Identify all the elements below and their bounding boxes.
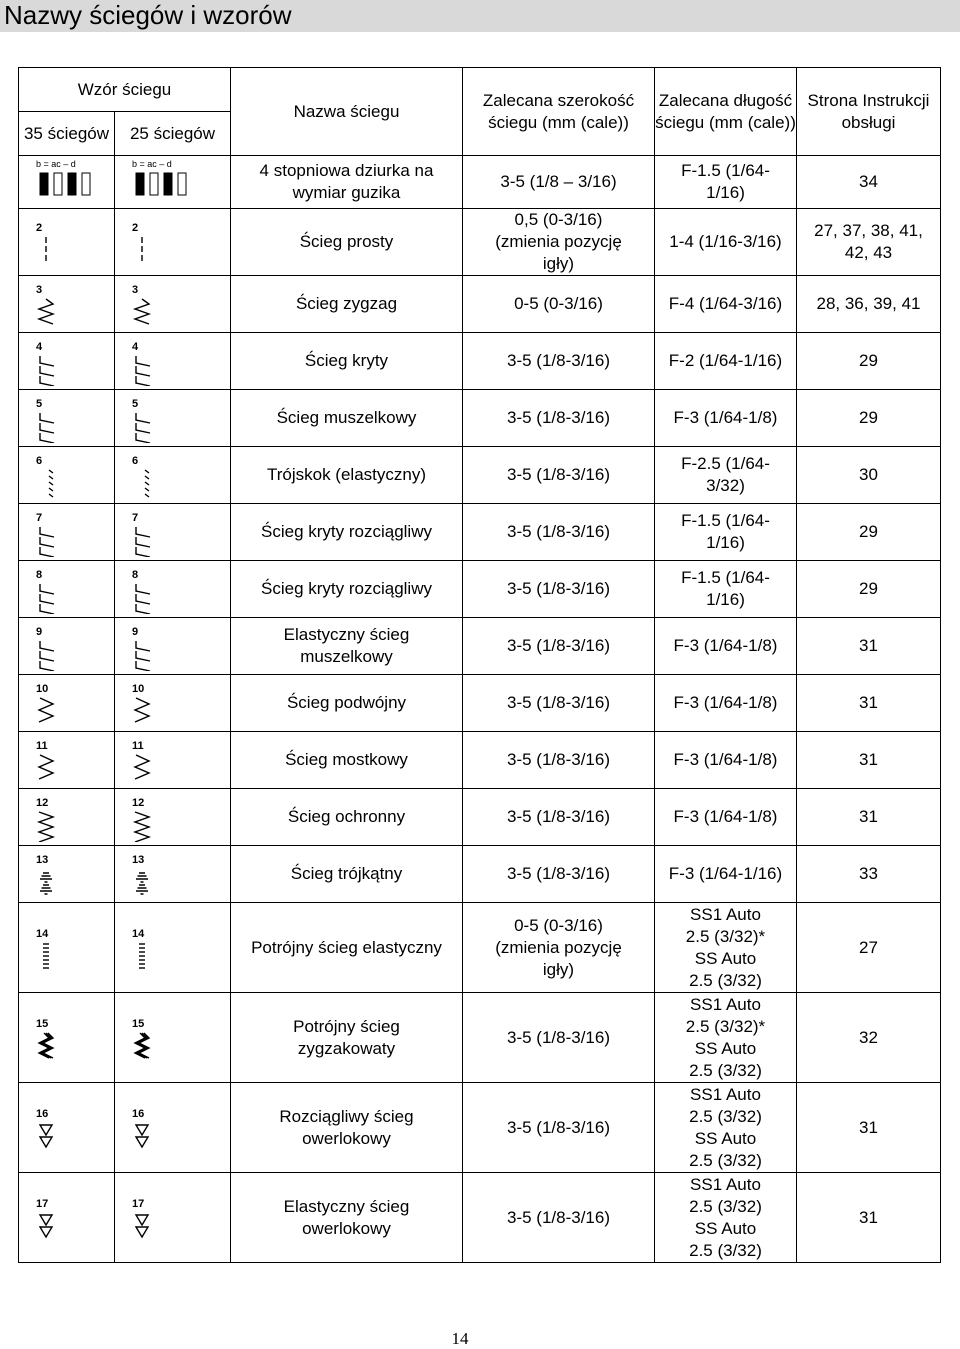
stitch-number: 4 [131, 341, 138, 353]
pattern-25-cell [115, 789, 231, 846]
pattern-25-cell [115, 618, 231, 675]
buttonhole-formula: b = ac – d [131, 159, 172, 169]
triangle-stitch-icon [32, 849, 102, 899]
stitch-length-line: SS1 Auto [690, 904, 761, 924]
page-reference: 32 [797, 993, 941, 1083]
pattern-25-cell [115, 993, 231, 1083]
blind-stitch-icon [128, 336, 218, 386]
double-stitch-icon [32, 678, 102, 728]
stitch-pattern [136, 1215, 148, 1237]
stitch-number: 8 [35, 569, 42, 581]
stitch-length: F-3 (1/64-1/8) [655, 618, 797, 675]
stitch-name: Potrójny ścieg elastyczny [231, 903, 463, 993]
page-reference: 29 [797, 333, 941, 390]
stitch-number: 5 [131, 398, 138, 410]
header-page: Strona Instrukcji obsługi [797, 68, 941, 156]
buttonhole-step [150, 173, 158, 195]
stitch-pattern [39, 1033, 53, 1058]
overlock-stitch-icon [128, 1103, 218, 1153]
stitch-width: 3-5 (1/8-3/16) [463, 618, 655, 675]
stitch-width: 0-5 (0-3/16) (zmienia pozycję igły) [463, 903, 655, 993]
stitch-number: 11 [131, 740, 144, 752]
stitch-pattern [40, 873, 52, 894]
stitch-pattern [140, 943, 144, 969]
overlock-stitch-icon [32, 1103, 102, 1153]
stitch-number: 15 [131, 1017, 144, 1030]
stitch-length-line: SS Auto [694, 1128, 757, 1148]
table-row [19, 846, 941, 903]
stitch-number: 8 [131, 569, 138, 581]
stitch-number: 17 [35, 1197, 48, 1210]
stitch-length: F-1.5 (1/64-1/16) [655, 561, 797, 618]
page-reference: 31 [797, 1083, 941, 1173]
stitch-number: 12 [131, 797, 144, 809]
stitch-length [655, 993, 797, 1083]
stitch-number: 10 [35, 683, 48, 695]
stitch-length [655, 903, 797, 993]
table-row [19, 1173, 941, 1263]
pattern-35-cell [19, 209, 115, 276]
stitch-pattern [39, 698, 53, 722]
stitch-number: 11 [35, 740, 48, 752]
bridge-stitch-icon [32, 735, 102, 785]
stitch-number: 15 [35, 1017, 48, 1030]
stitch-number: 7 [35, 512, 42, 524]
pattern-25-cell [115, 732, 231, 789]
table-row [19, 993, 941, 1083]
pattern-35-cell [19, 333, 115, 390]
stitch-pattern [40, 527, 54, 557]
pattern-25-cell [115, 333, 231, 390]
pattern-35-cell [19, 1173, 115, 1263]
stitch-number: 16 [131, 1107, 144, 1120]
stitch-name: Ścieg trójkątny [231, 846, 463, 903]
table-row [19, 209, 941, 276]
table-row [19, 618, 941, 675]
stitch-width: 3-5 (1/8-3/16) [463, 561, 655, 618]
stitch-length: 1-4 (1/16-3/16) [655, 209, 797, 276]
stitch-length: F-2.5 (1/64-3/32) [655, 447, 797, 504]
elastic_shell-stitch-icon [128, 621, 218, 671]
stitch-name: Elastyczny ścieg owerlokowy [231, 1173, 463, 1263]
stitch-name: Elastyczny ścieg muszelkowy [231, 618, 463, 675]
page-reference: 31 [797, 1173, 941, 1263]
pattern-25-cell [115, 1173, 231, 1263]
straight-stitch-icon [32, 217, 102, 267]
stitch-length: F-1.5 (1/64-1/16) [655, 156, 797, 209]
page-reference: 31 [797, 675, 941, 732]
table-row [19, 504, 941, 561]
pattern-25-cell [115, 903, 231, 993]
blind-stitch-icon [32, 336, 102, 386]
tricot-stitch-icon [32, 450, 102, 500]
stitch-pattern [136, 356, 150, 386]
stitch-width: 3-5 (1/8-3/16) [463, 1083, 655, 1173]
triple-stitch-icon [128, 923, 218, 973]
stitch-name: Ścieg kryty [231, 333, 463, 390]
stitch-pattern [40, 356, 54, 386]
pattern-35-cell [19, 993, 115, 1083]
triple_zigzag-stitch-icon [128, 1013, 218, 1063]
header-name: Nazwa ściegu [231, 68, 463, 156]
stitch-length-line: SS Auto [694, 1038, 757, 1058]
stitch-pattern [135, 698, 149, 722]
pattern-35-cell [19, 789, 115, 846]
stitch-length: F-3 (1/64-1/8) [655, 390, 797, 447]
stitch-name: Potrójny ścieg zygzakowaty [231, 993, 463, 1083]
page-reference: 29 [797, 390, 941, 447]
header-pattern: Wzór ściegu [19, 68, 231, 112]
header-length: Zalecana długość ściegu (mm (cale)) [655, 68, 797, 156]
stitch-pattern [40, 641, 54, 671]
stitch-length: F-3 (1/64-1/16) [655, 846, 797, 903]
stretchblind2-stitch-icon [32, 564, 102, 614]
zigzag-stitch-icon [128, 279, 218, 329]
stitch-width: 3-5 (1/8-3/16) [463, 390, 655, 447]
stitch-length: F-2 (1/64-1/16) [655, 333, 797, 390]
page-reference: 27, 37, 38, 41, 42, 43 [797, 209, 941, 276]
table-row [19, 333, 941, 390]
stitch-length: F-3 (1/64-1/8) [655, 732, 797, 789]
table-row [19, 675, 941, 732]
elastic_shell-stitch-icon [32, 621, 102, 671]
page-reference: 28, 36, 39, 41 [797, 276, 941, 333]
pattern-35-cell [19, 675, 115, 732]
buttonhole-step [178, 173, 186, 195]
stitch-width: 3-5 (1/8-3/16) [463, 675, 655, 732]
stitch-length-line: SS1 Auto [690, 1174, 761, 1194]
page-reference: 33 [797, 846, 941, 903]
pattern-35-cell [19, 390, 115, 447]
protect-stitch-icon [32, 792, 102, 842]
pattern-35-cell [19, 504, 115, 561]
stitch-number: 14 [131, 927, 144, 940]
stitch-length-line: 2.5 (3/32) [689, 1196, 762, 1216]
stretchblind-stitch-icon [128, 507, 218, 557]
elastic_overlock-stitch-icon [32, 1193, 102, 1243]
stitch-pattern [145, 470, 149, 497]
stitch-length-line: 2.5 (3/32) [689, 1150, 762, 1170]
stitch-number: 17 [131, 1197, 144, 1210]
stitch-number: 9 [131, 626, 138, 638]
zigzag-stitch-icon [32, 279, 102, 329]
table-row [19, 789, 941, 846]
stitch-pattern [39, 299, 53, 324]
pattern-35-cell [19, 618, 115, 675]
stitch-name: Rozciągliwy ścieg owerlokowy [231, 1083, 463, 1173]
stitch-pattern [136, 1125, 148, 1147]
stitch-width: 3-5 (1/8-3/16) [463, 333, 655, 390]
tricot-stitch-icon [128, 450, 218, 500]
pattern-35-cell [19, 1083, 115, 1173]
bridge-stitch-icon [128, 735, 218, 785]
stitch-pattern [136, 873, 148, 894]
triangle-stitch-icon [128, 849, 218, 899]
buttonhole-formula: b = ac – d [35, 159, 76, 169]
stitch-width: 0-5 (0-3/16) [463, 276, 655, 333]
pattern-25-cell [115, 846, 231, 903]
stitch-length: F-1.5 (1/64-1/16) [655, 504, 797, 561]
stitch-length-line: SS Auto [694, 948, 757, 968]
table-row [19, 276, 941, 333]
page-title: Nazwy ściegów i wzorów [0, 0, 960, 32]
page-reference: 27 [797, 903, 941, 993]
stitch-number: 14 [35, 927, 48, 940]
table-row [19, 447, 941, 504]
stretchblind-stitch-icon [32, 507, 102, 557]
buttonhole-step [82, 173, 90, 195]
stitch-number: 4 [35, 341, 42, 353]
stitch-length-line: 2.5 (3/32) [689, 1106, 762, 1126]
stitch-table [18, 67, 941, 1263]
triple-stitch-icon [32, 923, 102, 973]
stitch-length [655, 1083, 797, 1173]
stitch-width: 3-5 (1/8-3/16) [463, 789, 655, 846]
stitch-length-line: SS Auto [694, 1218, 757, 1238]
pattern-35-cell [19, 561, 115, 618]
stitch-pattern [135, 299, 149, 324]
stitch-number: 6 [35, 455, 42, 467]
stitch-pattern [135, 755, 149, 779]
stitch-name: Ścieg ochronny [231, 789, 463, 846]
pattern-25-cell [115, 675, 231, 732]
pattern-35-cell [19, 447, 115, 504]
buttonhole-stitch-icon [32, 157, 102, 207]
stitch-number: 7 [131, 512, 138, 524]
stitch-name: Ścieg podwójny [231, 675, 463, 732]
buttonhole-step [54, 173, 62, 195]
table-row [19, 156, 941, 209]
stitch-length-line: 2.5 (3/32)* [685, 926, 766, 946]
stretchblind2-stitch-icon [128, 564, 218, 614]
stitch-number: 3 [35, 284, 42, 296]
table-row [19, 390, 941, 447]
stitch-width: 3-5 (1/8-3/16) [463, 732, 655, 789]
table-row [19, 732, 941, 789]
stitch-length: F-4 (1/64-3/16) [655, 276, 797, 333]
pattern-25-cell [115, 209, 231, 276]
stitch-length-line: SS1 Auto [690, 1084, 761, 1104]
page-reference: 29 [797, 561, 941, 618]
buttonhole-step [164, 173, 172, 195]
stitch-pattern [136, 413, 150, 443]
table-row [19, 903, 941, 993]
stitch-number: 12 [35, 797, 48, 809]
shell-stitch-icon [128, 393, 218, 443]
buttonhole-step [40, 173, 48, 195]
stitch-name: 4 stopniowa dziurka na wymiar guzika [231, 156, 463, 209]
stitch-length: F-3 (1/64-1/8) [655, 675, 797, 732]
pattern-35-cell [19, 156, 115, 209]
table-row [19, 561, 941, 618]
page-reference: 31 [797, 732, 941, 789]
table-row [19, 1083, 941, 1173]
stitch-pattern [39, 755, 53, 779]
page-reference: 29 [797, 504, 941, 561]
stitch-length: F-3 (1/64-1/8) [655, 789, 797, 846]
stitch-pattern [40, 584, 54, 614]
header-width: Zalecana szerokość ściegu (mm (cale)) [463, 68, 655, 156]
buttonhole-step [68, 173, 76, 195]
stitch-pattern [40, 413, 54, 443]
stitch-number: 16 [35, 1107, 48, 1120]
pattern-25-cell [115, 561, 231, 618]
stitch-number: 10 [131, 683, 144, 695]
pattern-25-cell [115, 447, 231, 504]
pattern-35-cell [19, 732, 115, 789]
stitch-name: Ścieg mostkowy [231, 732, 463, 789]
stitch-name: Trójskok (elastyczny) [231, 447, 463, 504]
stitch-width: 3-5 (1/8-3/16) [463, 504, 655, 561]
stitch-number: 3 [131, 284, 138, 296]
stitch-number: 13 [35, 854, 48, 866]
page-reference: 34 [797, 156, 941, 209]
stitch-length-line: SS1 Auto [690, 994, 761, 1014]
stitch-pattern [136, 641, 150, 671]
header-25: 25 ściegów [115, 112, 231, 156]
stitch-length-line: 2.5 (3/32)* [685, 1016, 766, 1036]
stitch-length-line: 2.5 (3/32) [689, 1060, 762, 1080]
stitch-pattern [135, 812, 149, 842]
stitch-width: 3-5 (1/8-3/16) [463, 993, 655, 1083]
elastic_overlock-stitch-icon [128, 1193, 218, 1243]
page-reference: 31 [797, 789, 941, 846]
shell-stitch-icon [32, 393, 102, 443]
stitch-width: 3-5 (1/8-3/16) [463, 447, 655, 504]
stitch-width: 3-5 (1/8-3/16) [463, 1173, 655, 1263]
stitch-number: 2 [131, 222, 138, 234]
stitch-number: 6 [131, 455, 138, 467]
stitch-name: Ścieg zygzag [231, 276, 463, 333]
page-reference: 31 [797, 618, 941, 675]
stitch-width: 3-5 (1/8-3/16) [463, 846, 655, 903]
pattern-25-cell [115, 276, 231, 333]
stitch-pattern [49, 470, 53, 497]
stitch-number: 2 [35, 222, 42, 234]
pattern-35-cell [19, 846, 115, 903]
buttonhole-step [136, 173, 144, 195]
stitch-pattern [40, 1215, 52, 1237]
buttonhole-stitch-icon [128, 157, 218, 207]
stitch-pattern [136, 527, 150, 557]
stitch-length [655, 1173, 797, 1263]
stitch-width: 3-5 (1/8 – 3/16) [463, 156, 655, 209]
stitch-width: 0,5 (0-3/16) (zmienia pozycję igły) [463, 209, 655, 276]
stitch-length-line: 2.5 (3/32) [689, 1240, 762, 1260]
header-35: 35 ściegów [19, 112, 115, 156]
stitch-name: Ścieg kryty rozciągliwy [231, 561, 463, 618]
protect-stitch-icon [128, 792, 218, 842]
stitch-name: Ścieg prosty [231, 209, 463, 276]
pattern-25-cell [115, 504, 231, 561]
pattern-35-cell [19, 903, 115, 993]
stitch-name: Ścieg muszelkowy [231, 390, 463, 447]
stitch-number: 5 [35, 398, 42, 410]
stitch-name: Ścieg kryty rozciągliwy [231, 504, 463, 561]
stitch-pattern [135, 1033, 149, 1058]
stitch-pattern [136, 584, 150, 614]
stitch-pattern [39, 812, 53, 842]
stitch-number: 9 [35, 626, 42, 638]
straight-stitch-icon [128, 217, 218, 267]
double-stitch-icon [128, 678, 218, 728]
pattern-25-cell [115, 156, 231, 209]
page-number: 14 [451, 1329, 469, 1348]
stitch-pattern [44, 943, 48, 969]
stitch-pattern [40, 1125, 52, 1147]
stitch-length-line: 2.5 (3/32) [689, 970, 762, 990]
pattern-25-cell [115, 1083, 231, 1173]
page-reference: 30 [797, 447, 941, 504]
triple_zigzag-stitch-icon [32, 1013, 102, 1063]
stitch-number: 13 [131, 854, 144, 866]
pattern-35-cell [19, 276, 115, 333]
pattern-25-cell [115, 390, 231, 447]
